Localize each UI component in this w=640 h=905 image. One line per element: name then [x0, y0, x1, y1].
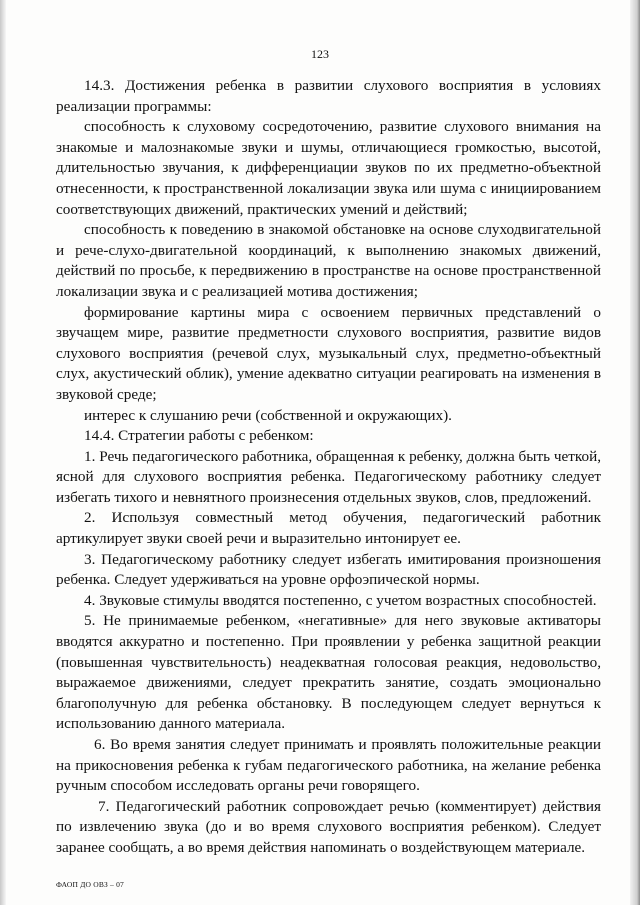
- section-heading-14-4: 14.4. Стратегии работы с ребенком:: [84, 427, 314, 445]
- section-heading-14-3: 14.3. Достижения ребенка в развитии слухового восприятия в условиях реализации программы:: [56, 77, 601, 115]
- list-item-3: 3. Педагогическому работнику следует избегать имитирования произношения ребенка. Следует удерживаться на уровне орфоэпической нормы.: [56, 550, 601, 589]
- list-item-4: 4. Звуковые стимулы вводятся постепенно, с учетом возрастных способностей.: [84, 591, 597, 609]
- paragraph: способность к поведению в знакомой обстановке на основе слуходвигательной и рече-слухо-двигательной координаций, к выполнению знакомых движений, действий по просьбе, к передвижению в пространстве на основе пространственной локализации звука и с реализацией мотива достижения;: [56, 221, 601, 300]
- list-item-1: 1. Речь педагогического работника, обращенная к ребенку, должна быть четкой, ясной для слухового восприятия ребенка. Педагогическому работнику следует избегать тихого и невнятного произнесения отдельных звуков, слов, предложений.: [56, 447, 601, 506]
- list-item-6: 6. Во время занятия следует принимать и проявлять положительные реакции на прикосновения ребенка к губам педагогического работника, на желание ребенка ручным способом исследовать органы речи говорящего.: [56, 736, 601, 795]
- paragraph: интерес к слушанию речи (собственной и окружающих).: [84, 406, 452, 424]
- list-item-2: 2. Используя совместный метод обучения, педагогический работник артикулирует звуки своей речи и выразительно интонирует ее.: [56, 509, 601, 548]
- paragraph: способность к слуховому сосредоточению, развитие слухового внимания на знакомые и малознакомые звуки и шумы, отличающиеся громкостью, высотой, длительностью звучания, к дифференциации звуков по их предметно-объектной отнесенности, к пространственной локализации звука или шума с инициированием соответствующих движений, практических умений и действий;: [56, 118, 601, 218]
- document-body: [56, 76, 601, 859]
- page-number: 123: [311, 47, 329, 61]
- footer-doc-code: ФАОП ДО ОВЗ – 07: [56, 880, 124, 889]
- list-item-5: 5. Не принимаемые ребенком, «негативные» для него звуковые активаторы вводятся аккуратно и постепенно. При проявлении у ребенка защитной реакции (повышенная чувствительность) неадекватная голосовая реакция, недовольство, выражаемое движениями, следует прекратить занятие, создать эмоционально благополучную для ребенка обстановку. В последующем следует вернуться к использованию данного материала.: [56, 612, 601, 733]
- paragraph: формирование картины мира с освоением первичных представлений о звучащем мире, развитие предметности слухового восприятия, развитие видов слухового восприятия (речевой слух, музыкальный слух, предметно-объектный слух, акустический облик), умение адекватно ситуации реагировать на изменения в звуковой среде;: [56, 303, 601, 403]
- scan-edge-left: [0, 0, 6, 905]
- scan-edge-right: [630, 0, 640, 905]
- list-item-7: 7. Педагогический работник сопровождает речью (комментирует) действия по извлечению звука (до и во время слухового восприятия ребенком). Следует заранее сообщать, а во время действия напоминать о воздействующем материале.: [56, 797, 601, 856]
